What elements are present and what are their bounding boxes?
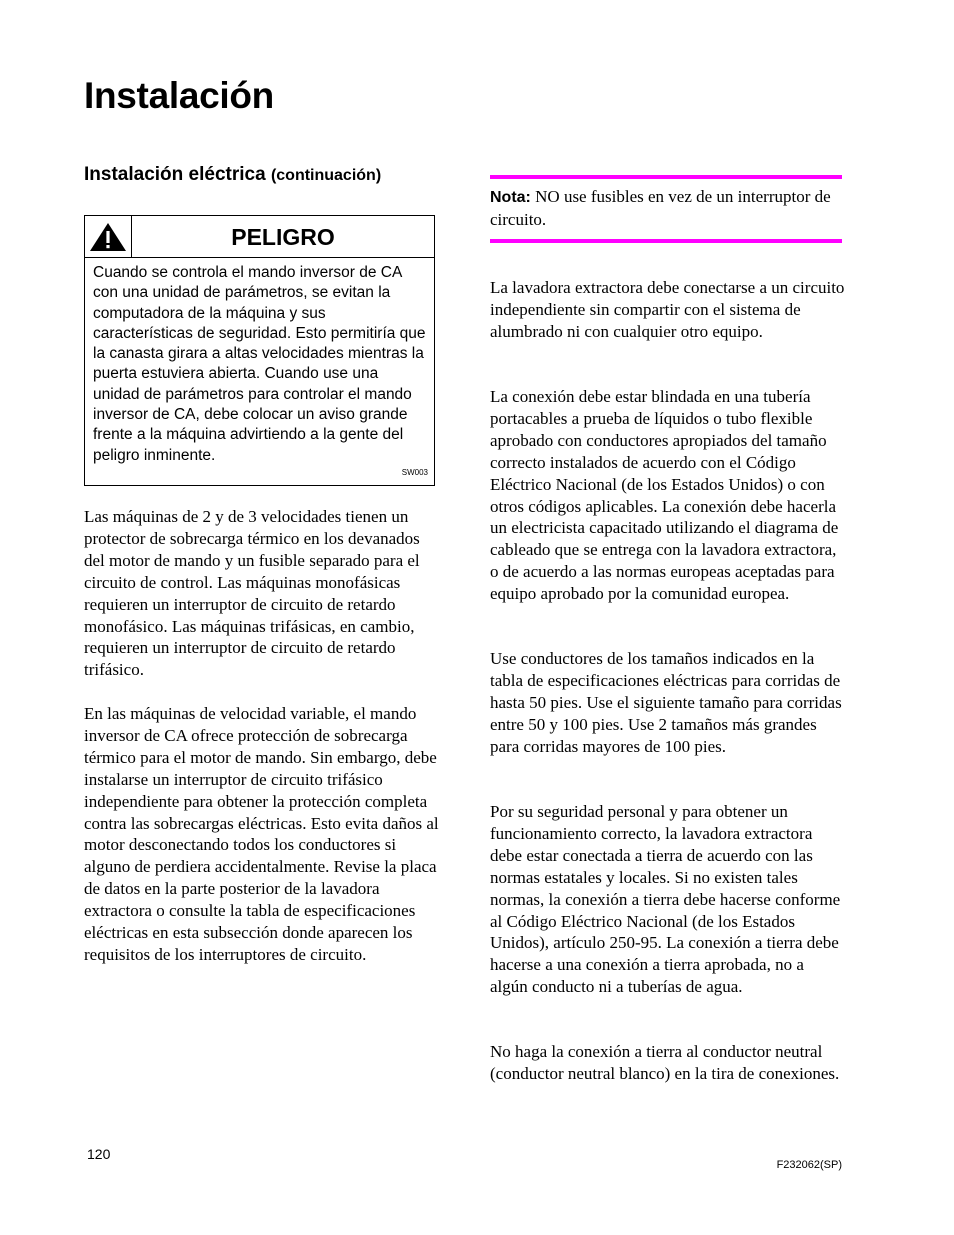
note-label: Nota: bbox=[490, 189, 531, 206]
right-paragraph-5: No haga la conexión a tierra al conductor neutral (conductor neutral blanco) en la tira de conexiones. bbox=[490, 1042, 840, 1083]
note-rule-top bbox=[490, 175, 842, 179]
danger-code: SW003 bbox=[401, 468, 428, 477]
left-paragraph-1: Las máquinas de 2 y de 3 velocidades tienen un protector de sobrecarga térmico en los devanados del motor de mando y un fusible separado para el circuito de control. Las máquinas monofásicas requieren un interruptor de circuito de retardo monofásico. Las máquinas trifásicas, en cambio, requieren un interruptor de circuito de retardo trifásico. bbox=[84, 507, 420, 680]
section-heading-suffix: (continuación) bbox=[270, 167, 382, 184]
document-code: F232062(SP) bbox=[776, 1159, 842, 1171]
right-paragraph-4: Por su seguridad personal y para obtener un funcionamiento correcto, la lavadora extractora debe estar conectada a tierra de acuerdo con las normas estatales y locales. Si no existen tales normas, la conexión a tierra debe hacerse conforme al Código Eléctrico Nacional (de los Estados Unidos), artículo 250-95. La conexión a tierra debe hacerse a una conexión a tierra aprobada, no a algún conducto ni a tuberías de agua. bbox=[490, 802, 841, 997]
warning-triangle-icon bbox=[85, 216, 132, 257]
left-paragraph-2: En las máquinas de velocidad variable, el mando inversor de CA ofrece protección de sobrecarga térmico para el motor de mando. Sin embargo, debe instalarse un interruptor de circuito trifásico independiente para obtener la protección completa contra las sobrecargas eléctricas. Esto evita daños al motor desconectando todos los conductores si alguno de perdiera accidentalmente. Revise la placa de datos en la parte posterior de la lavadora extractora o consulte la tabla de especificaciones eléctricas en esta subsección donde aparecen los requisitos de los interruptores de circuito. bbox=[84, 704, 439, 964]
page-title: Instalación bbox=[84, 75, 274, 116]
danger-label: PELIGRO bbox=[231, 224, 335, 250]
note-text: NO use fusibles en vez de un interruptor de circuito. bbox=[490, 187, 831, 229]
section-heading bbox=[84, 162, 381, 189]
danger-box bbox=[84, 215, 435, 486]
right-paragraph-1: La lavadora extractora debe conectarse a un circuito independiente sin compartir con el sistema de alumbrado ni con cualquier otro equipo. bbox=[490, 278, 845, 341]
page-number: 120 bbox=[87, 1146, 111, 1162]
note bbox=[490, 186, 840, 231]
danger-text: Cuando se controla el mando inversor de CA con una unidad de parámetros, se evitan la computadora de la máquina y sus características de seguridad. Esto permitiría que la canasta girara a altas velocidades mientras la puerta estuviera abierta. Cuando use una unidad de parámetros para controlar el mando inversor de CA, debe colocar un aviso grande frente a la máquina advirtiendo a la gente del peligro inminente. bbox=[93, 264, 426, 464]
right-paragraph-2: La conexión debe estar blindada en una tubería portacables a prueba de líquidos o tubo flexible aprobado con conductores apropiados del tamaño correcto instalados de acuerdo con el Código Eléctrico Nacional (de los Estados Unidos) o con otros códigos aplicables. La conexión debe hacerla un electricista capacitado utilizando el diagrama de cableado que se entrega con la lavadora extractora, o de acuerdo a las normas europeas aceptadas para equipo aprobado por la comunidad europea. bbox=[490, 387, 839, 604]
note-rule-bottom bbox=[490, 239, 842, 243]
danger-header bbox=[85, 216, 434, 258]
right-paragraph-3: Use conductores de los tamaños indicados en la tabla de especificaciones eléctricas para corridas de hasta 50 pies. Use el siguiente tamaño para corridas entre 50 y 100 pies. Use 2 tamaños más grandes para corridas mayores de 100 pies. bbox=[490, 649, 842, 756]
section-heading-text: Instalación eléctrica bbox=[84, 164, 266, 185]
